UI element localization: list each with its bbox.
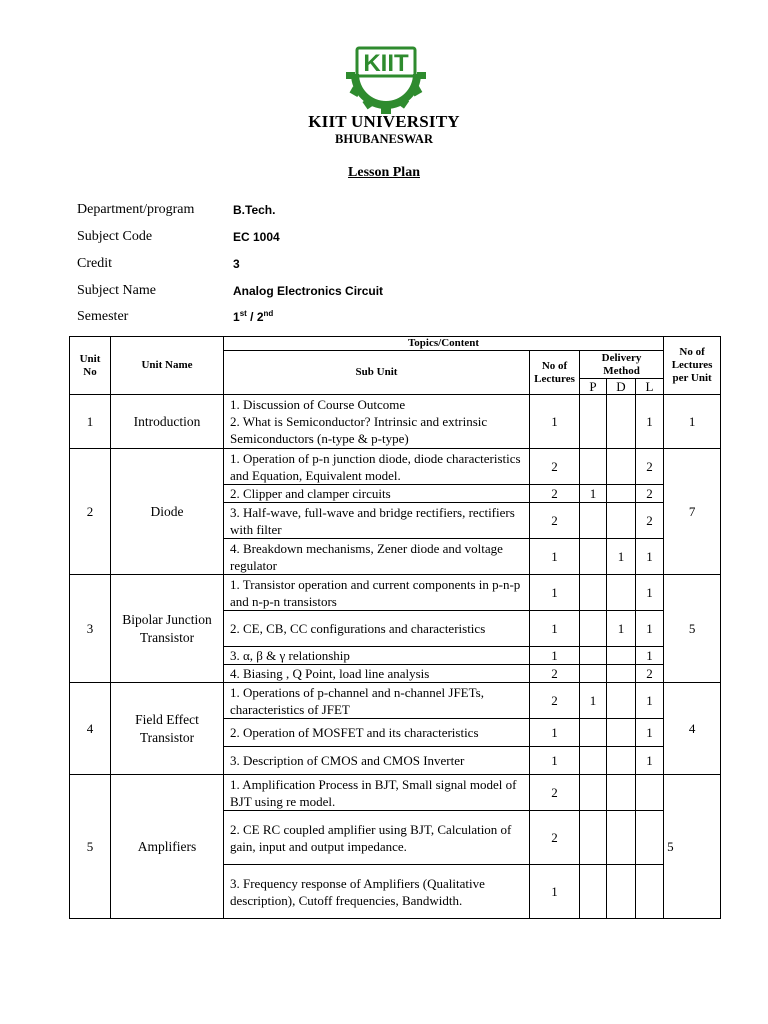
delivery-p — [580, 503, 607, 539]
unit-name: Field Effect Transistor — [111, 683, 224, 775]
value-credit: 3 — [233, 257, 240, 271]
header-p: P — [580, 379, 607, 395]
delivery-l: 2 — [636, 503, 664, 539]
delivery-l: 1 — [636, 719, 664, 747]
delivery-l: 1 — [636, 747, 664, 775]
header-topics: Topics/Content — [224, 337, 664, 351]
lecture-count: 1 — [530, 539, 580, 575]
lecture-count: 2 — [530, 449, 580, 485]
delivery-p — [580, 575, 607, 611]
label-subject-code: Subject Code — [77, 229, 153, 244]
delivery-l: 1 — [636, 575, 664, 611]
sub-unit-text: 1. Transistor operation and current components in p-n-p and n-p-n transistors — [224, 575, 530, 611]
sub-unit-text: 1. Operation of p-n junction diode, diode characteristics and Equation, Equivalent model. — [224, 449, 530, 485]
delivery-l: 1 — [636, 539, 664, 575]
lecture-count: 2 — [530, 665, 580, 683]
unit-number: 1 — [70, 395, 111, 449]
delivery-d — [607, 647, 636, 665]
delivery-p — [580, 719, 607, 747]
delivery-l: 2 — [636, 485, 664, 503]
document-title: Lesson Plan — [348, 165, 420, 180]
value-semester: 1st / 2nd — [233, 309, 274, 324]
lecture-count: 2 — [530, 503, 580, 539]
delivery-p — [580, 611, 607, 647]
lecture-count: 2 — [530, 775, 580, 811]
delivery-p — [580, 395, 607, 449]
lecture-count: 2 — [530, 485, 580, 503]
delivery-p: 1 — [580, 485, 607, 503]
delivery-d — [607, 775, 636, 811]
unit-name: Introduction — [111, 395, 224, 449]
unit-total-lectures: 7 — [664, 449, 721, 575]
unit-number: 4 — [70, 683, 111, 775]
header-l: L — [636, 379, 664, 395]
delivery-d — [607, 865, 636, 919]
university-name: KIIT UNIVERSITY — [308, 112, 460, 131]
delivery-d — [607, 747, 636, 775]
header-no-of-lectures: No of Lectures — [530, 351, 580, 395]
value-subject-name: Analog Electronics Circuit — [233, 284, 384, 298]
delivery-d — [607, 719, 636, 747]
unit-total-lectures: 5 — [664, 775, 721, 919]
delivery-l — [636, 865, 664, 919]
lecture-count: 2 — [530, 811, 580, 865]
value-program: B.Tech. — [233, 203, 276, 217]
delivery-p — [580, 775, 607, 811]
delivery-l: 1 — [636, 395, 664, 449]
sub-unit-text: 3. Frequency response of Amplifiers (Qualitative description), Cutoff frequencies, Bandwidth. — [224, 865, 530, 919]
sub-unit-text: 4. Breakdown mechanisms, Zener diode and voltage regulator — [224, 539, 530, 575]
delivery-l: 1 — [636, 647, 664, 665]
lesson-plan-table — [69, 336, 721, 919]
header-sub-unit: Sub Unit — [224, 351, 530, 395]
lecture-count: 1 — [530, 747, 580, 775]
delivery-p — [580, 647, 607, 665]
sub-unit-text: 3. Half-wave, full-wave and bridge rectifiers, rectifiers with filter — [224, 503, 530, 539]
table-row — [70, 395, 721, 449]
university-city: BHUBANESWAR — [335, 132, 433, 146]
unit-name: Diode — [111, 449, 224, 575]
delivery-p — [580, 665, 607, 683]
sub-unit-text: 1. Amplification Process in BJT, Small signal model of BJT using re model. — [224, 775, 530, 811]
sub-unit-text: 2. CE RC coupled amplifier using BJT, Calculation of gain, input and output impedance. — [224, 811, 530, 865]
value-subject-code: EC 1004 — [233, 230, 280, 244]
sub-unit-text: 3. α, β & γ relationship — [224, 647, 530, 665]
label-semester: Semester — [77, 309, 129, 324]
unit-number: 5 — [70, 775, 111, 919]
header-delivery-method: Delivery Method — [580, 351, 664, 379]
lecture-count: 1 — [530, 575, 580, 611]
delivery-d — [607, 503, 636, 539]
sub-unit-text: 2. Operation of MOSFET and its characteristics — [224, 719, 530, 747]
unit-total-lectures: 5 — [664, 575, 721, 683]
delivery-d — [607, 395, 636, 449]
delivery-d: 1 — [607, 539, 636, 575]
delivery-d — [607, 449, 636, 485]
delivery-p: 1 — [580, 683, 607, 719]
lecture-count: 1 — [530, 395, 580, 449]
unit-total-lectures: 1 — [664, 395, 721, 449]
table-row — [70, 683, 721, 719]
unit-number: 3 — [70, 575, 111, 683]
lecture-count: 1 — [530, 865, 580, 919]
delivery-p — [580, 449, 607, 485]
unit-name: Bipolar Junction Transistor — [111, 575, 224, 683]
delivery-p — [580, 811, 607, 865]
lecture-count: 1 — [530, 647, 580, 665]
delivery-p — [580, 539, 607, 575]
delivery-d — [607, 683, 636, 719]
delivery-l — [636, 811, 664, 865]
svg-text:KIIT: KIIT — [363, 50, 409, 77]
header-unit-name: Unit Name — [111, 337, 224, 395]
lecture-count: 1 — [530, 611, 580, 647]
header-d: D — [607, 379, 636, 395]
unit-number: 2 — [70, 449, 111, 575]
table-row — [70, 775, 721, 811]
sub-unit-text: 4. Biasing , Q Point, load line analysis — [224, 665, 530, 683]
delivery-l: 2 — [636, 665, 664, 683]
delivery-d — [607, 811, 636, 865]
label-subject-name: Subject Name — [77, 283, 156, 298]
delivery-l: 1 — [636, 683, 664, 719]
label-department: Department/program — [77, 202, 195, 217]
sub-unit-text: 2. CE, CB, CC configurations and characteristics — [224, 611, 530, 647]
delivery-d — [607, 665, 636, 683]
delivery-l — [636, 775, 664, 811]
delivery-l: 2 — [636, 449, 664, 485]
sub-unit-text: 3. Description of CMOS and CMOS Inverter — [224, 747, 530, 775]
header-unit-no: Unit No — [70, 337, 111, 395]
sub-unit-text: 1. Operations of p-channel and n-channel JFETs, characteristics of JFET — [224, 683, 530, 719]
kiit-logo — [343, 44, 429, 114]
delivery-d — [607, 575, 636, 611]
header-lectures-per-unit: No of Lectures per Unit — [664, 337, 721, 395]
lecture-count: 1 — [530, 719, 580, 747]
table-row — [70, 575, 721, 611]
lecture-count: 2 — [530, 683, 580, 719]
unit-total-lectures: 4 — [664, 683, 721, 775]
sub-unit-text: 2. Clipper and clamper circuits — [224, 485, 530, 503]
delivery-p — [580, 747, 607, 775]
delivery-l: 1 — [636, 611, 664, 647]
delivery-d — [607, 485, 636, 503]
sub-unit-text: 1. Discussion of Course Outcome 2. What is Semiconductor? Intrinsic and extrinsic Semiconductors (n-type & p-type) — [224, 395, 530, 449]
table-row — [70, 449, 721, 485]
unit-name: Amplifiers — [111, 775, 224, 919]
delivery-p — [580, 865, 607, 919]
delivery-d: 1 — [607, 611, 636, 647]
label-credit: Credit — [77, 256, 112, 271]
